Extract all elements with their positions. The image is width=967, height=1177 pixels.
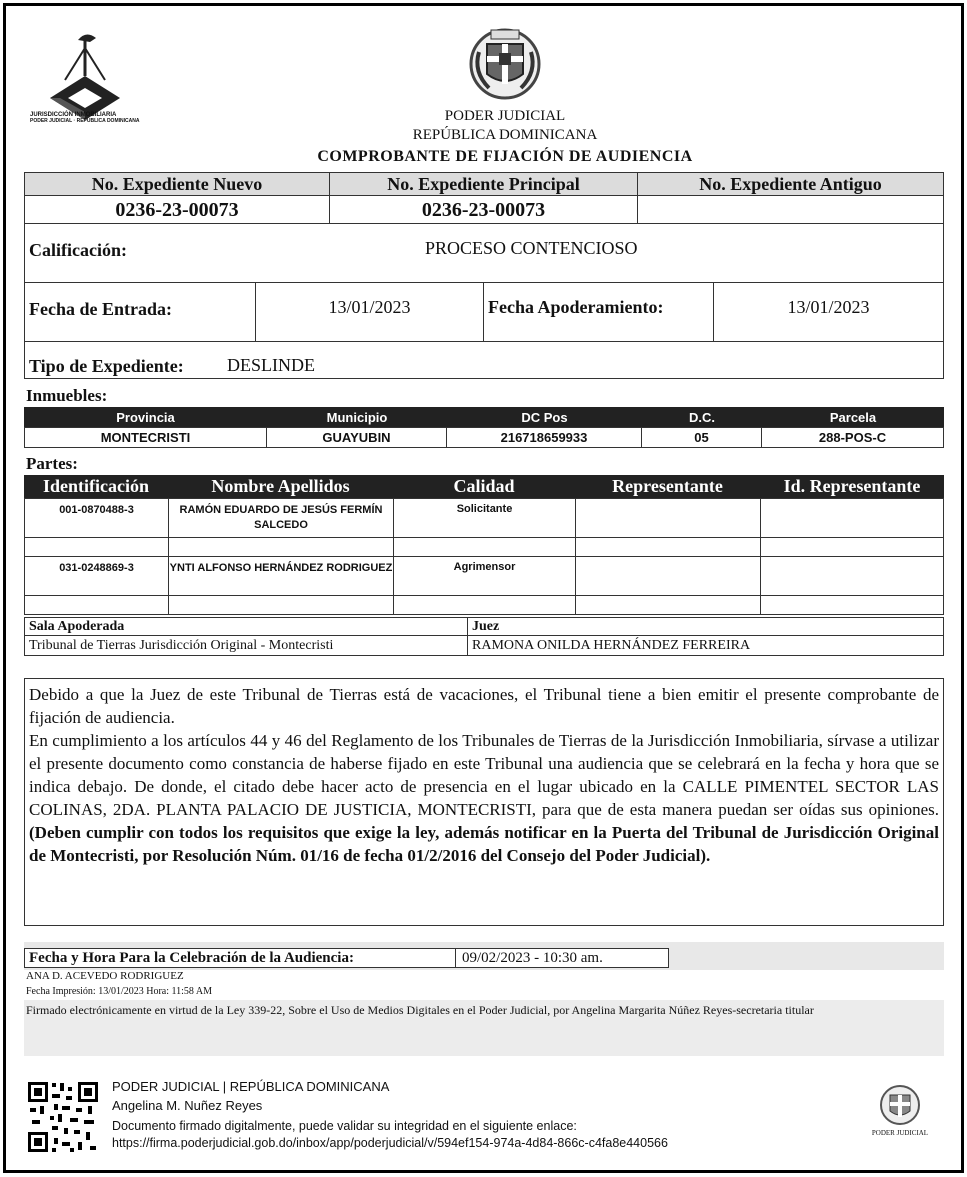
fecha-apoderamiento-value: 13/01/2023 xyxy=(713,282,944,342)
body-paragraph-2-bold: (Deben cumplir con todos los requisitos que exige la ley, además notificar en la Puerta del Tribunal de Jurisdicción Original de Montecristi, por Resolución Núm. 01/16 de fecha 01/2/2016 del Consejo del Poder Judicial). xyxy=(29,823,939,865)
parte-2-spacer xyxy=(393,595,576,615)
expediente-nuevo-value: 0236-23-00073 xyxy=(24,195,330,224)
logo-text-1: JURISDICCIÓN INMOBILIARIA xyxy=(30,112,117,118)
footer-impresion: Fecha Impresión: 13/01/2023 Hora: 11:58 AM xyxy=(26,986,212,997)
partes-col-id-representante: Id. Representante xyxy=(783,476,921,496)
fecha-entrada-value: 13/01/2023 xyxy=(255,282,484,342)
inmuebles-provincia-value: MONTECRISTI xyxy=(24,427,267,448)
parte-1-calidad: Solicitante xyxy=(393,498,576,538)
parte-1-spacer xyxy=(575,537,761,557)
body-text-box xyxy=(24,678,944,926)
inmuebles-parcela-value: 288-POS-C xyxy=(761,427,944,448)
body-paragraph-1: Debido a que la Juez de este Tribunal de Tierras está de vacaciones, el Tribunal tiene a bien emitir el presente comprobante de fijación de audiencia. xyxy=(29,685,939,727)
audiencia-value: 09/02/2023 - 10:30 am. xyxy=(455,948,669,968)
partes-header-row xyxy=(24,475,944,498)
signature-line-3: Documento firmado digitalmente, puede validar su integridad en el siguiente enlace: xyxy=(112,1119,577,1133)
inmuebles-dc-value: 05 xyxy=(641,427,762,448)
calificacion-value: PROCESO CONTENCIOSO xyxy=(425,238,638,258)
inmuebles-title: Inmuebles: xyxy=(26,386,108,405)
parte-2-nombre: YNTI ALFONSO HERNÁNDEZ RODRIGUEZ xyxy=(168,556,394,596)
logo-text-2: PODER JUDICIAL · REPÚBLICA DOMINICANA xyxy=(30,118,140,124)
org-line-2: REPÚBLICA DOMINICANA xyxy=(412,127,598,143)
document-title: COMPROBANTE DE FIJACIÓN DE AUDIENCIA xyxy=(317,148,693,165)
parte-2-spacer xyxy=(575,595,761,615)
juez-label: Juez xyxy=(467,617,944,636)
sala-value: Tribunal de Tierras Jurisdicción Original - Montecristi xyxy=(24,635,468,656)
signature-line-2: Angelina M. Nuñez Reyes xyxy=(112,1098,263,1113)
footer-user: ANA D. ACEVEDO RODRIGUEZ xyxy=(26,970,184,982)
footer-firma: Firmado electrónicamente en virtud de la Ley 339-22, Sobre el Uso de Medios Digitales en el Poder Judicial, por Angelina Margarita Núñez Reyes-secretaria titular xyxy=(26,1003,814,1017)
expediente-antiguo-label: No. Expediente Antiguo xyxy=(637,172,944,196)
fecha-entrada-label: Fecha de Entrada: xyxy=(24,282,256,342)
calificacion-row xyxy=(24,223,944,283)
org-line-1: PODER JUDICIAL xyxy=(444,108,566,124)
partes-col-identificacion: Identificación xyxy=(43,476,149,496)
parte-1-id-representante xyxy=(760,498,944,538)
inmuebles-dcpos-value: 216718659933 xyxy=(446,427,642,448)
inmuebles-header-row xyxy=(24,407,944,427)
parte-2-id: 031-0248869-3 xyxy=(24,556,169,596)
calificacion-label: Calificación: xyxy=(29,240,127,260)
parte-2-id-representante xyxy=(760,556,944,596)
tipo-expediente-label: Tipo de Expediente: xyxy=(29,356,184,376)
inmuebles-col-municipio: Municipio xyxy=(326,410,388,425)
tipo-expediente-value: DESLINDE xyxy=(227,355,315,375)
partes-col-nombre: Nombre Apellidos xyxy=(211,476,350,496)
parte-1-spacer xyxy=(393,537,576,557)
parte-2-spacer xyxy=(760,595,944,615)
parte-1-representante xyxy=(575,498,761,538)
juez-value: RAMONA ONILDA HERNÁNDEZ FERREIRA xyxy=(467,635,944,656)
signature-line-1: PODER JUDICIAL | REPÚBLICA DOMINICANA xyxy=(112,1079,390,1094)
expediente-antiguo-value xyxy=(637,195,944,224)
expediente-principal-value: 0236-23-00073 xyxy=(329,195,638,224)
inmuebles-col-dcpos: DC Pos xyxy=(521,410,568,425)
coat-of-arms-icon xyxy=(465,22,545,102)
partes-title: Partes: xyxy=(26,454,78,473)
sala-label: Sala Apoderada xyxy=(24,617,468,636)
body-paragraph-2-text: En cumplimiento a los artículos 44 y 46 del Reglamento de los Tribunales de Tierras de la Jurisdicción Inmobiliaria, sírvase a utilizar el presente documento como constancia de haberse fijado en este Tribunal una audiencia que se celebrará en la fecha y hora que se indica debajo. De donde, el citado debe hacer acto de presencia en el lugar ubicado en la CALLE PIMENTEL SECTOR LAS COLINAS, 2DA. PLANTA PALACIO DE JUSTICIA, MONTECRISTI, para que de esta manera puedan ser oídas sus opiniones. xyxy=(29,731,939,819)
audiencia-label: Fecha y Hora Para la Celebración de la Audiencia: xyxy=(24,948,456,968)
seal-caption: PODER JUDICIAL xyxy=(871,1129,929,1137)
partes-col-calidad: Calidad xyxy=(453,476,515,496)
logo-caption xyxy=(30,112,170,124)
inmuebles-municipio-value: GUAYUBIN xyxy=(266,427,447,448)
expediente-principal-label: No. Expediente Principal xyxy=(329,172,638,196)
qr-code-icon xyxy=(26,1080,100,1154)
inmuebles-col-parcela: Parcela xyxy=(829,410,877,425)
parte-1-id: 001-0870488-3 xyxy=(24,498,169,538)
parte-1-spacer xyxy=(168,537,394,557)
fecha-apoderamiento-label: Fecha Apoderamiento: xyxy=(483,282,714,342)
parte-1-spacer xyxy=(760,537,944,557)
signature-link[interactable]: https://firma.poderjudicial.gob.do/inbox/app/poderjudicial/v/594ef154-974a-4d84-866c-c4fa8e440566 xyxy=(112,1136,668,1150)
parte-2-spacer xyxy=(168,595,394,615)
expediente-nuevo-label: No. Expediente Nuevo xyxy=(24,172,330,196)
parte-1-spacer xyxy=(24,537,169,557)
partes-col-representante: Representante xyxy=(612,476,723,496)
poder-judicial-seal-icon xyxy=(878,1083,922,1127)
parte-2-calidad: Agrimensor xyxy=(393,556,576,596)
inmuebles-col-dc: D.C. xyxy=(689,410,715,425)
parte-2-spacer xyxy=(24,595,169,615)
inmuebles-col-provincia: Provincia xyxy=(116,410,175,425)
tipo-expediente-row xyxy=(24,341,944,379)
body-paragraph-2 xyxy=(29,729,939,867)
parte-1-nombre: RAMÓN EDUARDO DE JESÚS FERMÍN SALCEDO xyxy=(168,498,394,538)
parte-2-representante xyxy=(575,556,761,596)
